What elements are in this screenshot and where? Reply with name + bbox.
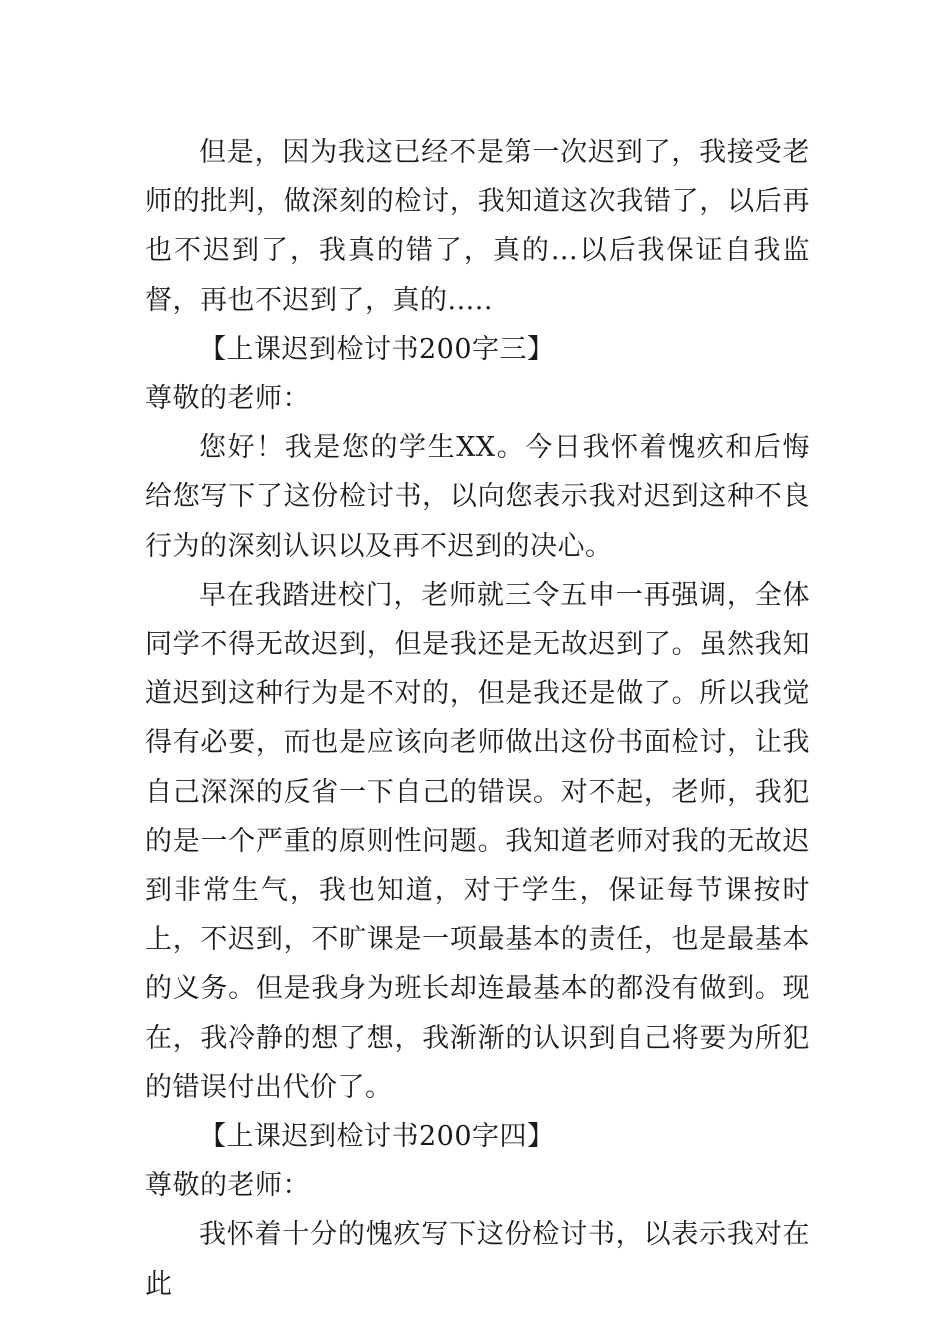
salutation-three: 尊敬的老师： bbox=[145, 383, 310, 415]
document-body bbox=[145, 128, 810, 1309]
section-heading-four: 【上课迟到检讨书200字四】 bbox=[199, 1121, 555, 1153]
section-heading-three: 【上课迟到检讨书200字三】 bbox=[199, 333, 555, 365]
paragraph-apology-continued: 但是，因为我这已经不是第一次迟到了，我接受老师的批判，做深刻的检讨，我知道这次我错了，以后再也不迟到了，我真的错了，真的...以后我保证自我监督，再也不迟到了，真的..... bbox=[145, 137, 810, 316]
paragraph-greeting: 您好！我是您的学生XX。今日我怀着愧疚和后悔给您写下了这份检讨书，以向您表示我对迟到这种不良行为的深刻认识以及再不迟到的决心。 bbox=[145, 432, 810, 562]
paragraph-reflection: 早在我踏进校门，老师就三令五申一再强调，全体同学不得无故迟到，但是我还是无故迟到了。虽然我知道迟到这种行为是不对的，但是我还是做了。所以我觉得有必要，而也是应该向老师做出这份书面检讨，让我自己深深的反省一下自己的错误。对不起，老师，我犯的是一个严重的原则性问题。我知道老师对我的无故迟到非常生气，我也知道，对于学生，保证每节课按时上，不迟到，不旷课是一项最基本的责任，也是最基本的义务。但是我身为班长却连最基本的都没有做到。现在，我冷静的想了想，我渐渐的认识到自己将要为所犯的错误付出代价了。 bbox=[145, 579, 810, 1103]
paragraph-opening-four: 我怀着十分的愧疚写下这份检讨书，以表示我对在此 bbox=[145, 1219, 810, 1300]
salutation-four: 尊敬的老师： bbox=[145, 1170, 310, 1202]
